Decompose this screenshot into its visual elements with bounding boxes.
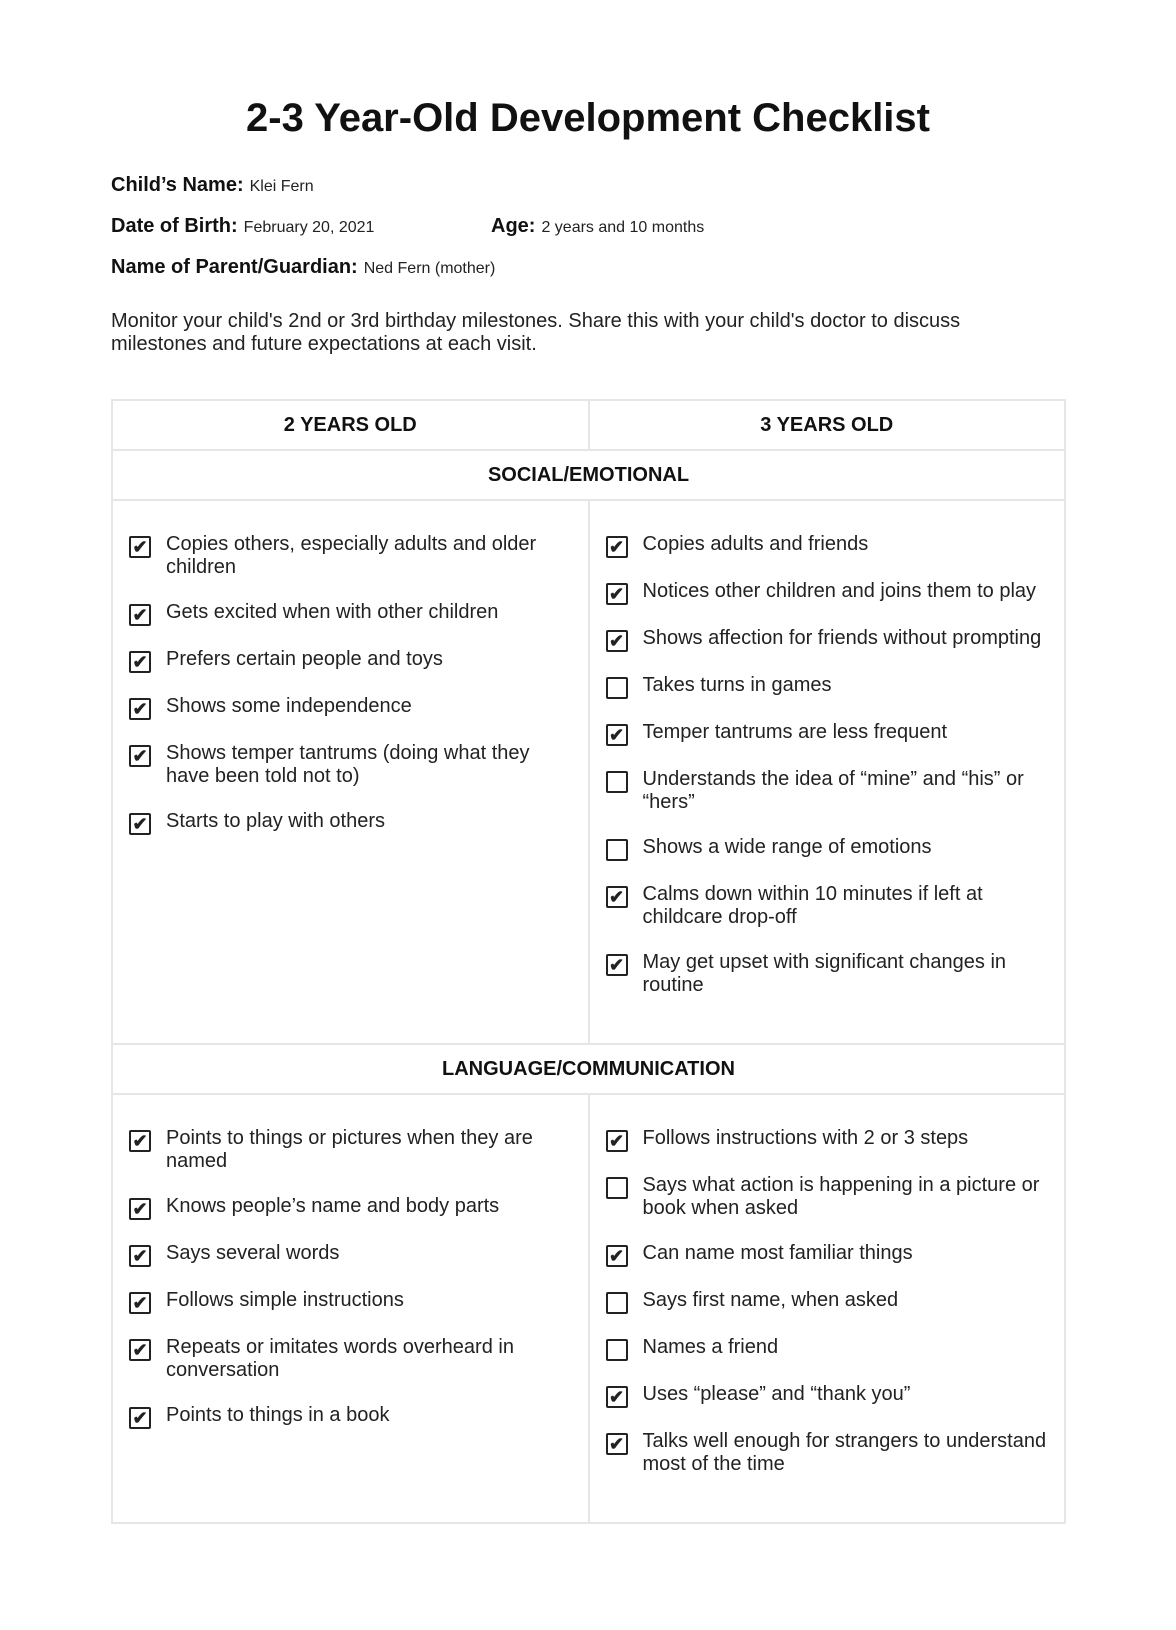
checkmark-icon: ✔ [132, 1340, 148, 1360]
checklist-item [606, 1336, 1053, 1361]
column-left [112, 1094, 589, 1523]
checkmark-icon: ✔ [132, 605, 148, 625]
checked-checkbox[interactable] [129, 536, 151, 558]
checkmark-icon: ✔ [132, 699, 148, 719]
checkmark-icon: ✔ [608, 1387, 625, 1407]
intro-text: Monitor your child's 2nd or 3rd birthday milestones. Share this with your child's doctor to discuss milestones and future expectations at each visit. [111, 310, 961, 355]
item-label: Points to things in a book [166, 1404, 390, 1426]
checked-checkbox[interactable] [606, 1130, 628, 1152]
unchecked-checkbox[interactable] [606, 1292, 628, 1314]
checklist-item [606, 627, 1053, 652]
child-name-value: Klei Fern [249, 178, 314, 195]
checked-checkbox[interactable] [129, 651, 151, 673]
checkmark-icon: ✔ [132, 1246, 148, 1266]
checked-checkbox[interactable] [129, 1292, 151, 1314]
item-label: Talks well enough for strangers to understand most of the time [642, 1430, 1047, 1475]
item-label: Shows a wide range of emotions [642, 836, 932, 858]
checkmark-icon: ✔ [132, 746, 148, 766]
item-label: May get upset with significant changes in routine [642, 951, 1007, 996]
checklist-item [129, 1127, 576, 1173]
checklist-item [129, 1289, 576, 1314]
checked-checkbox[interactable] [606, 1433, 628, 1455]
checkmark-icon: ✔ [608, 1246, 625, 1266]
item-label: Shows affection for friends without prompting [642, 627, 1042, 649]
checklist-table [111, 399, 1066, 1524]
unchecked-checkbox[interactable] [606, 839, 628, 861]
item-label: Copies adults and friends [642, 533, 869, 555]
checklist-item [129, 1242, 576, 1267]
item-label: Says first name, when asked [642, 1289, 899, 1311]
checked-checkbox[interactable] [606, 583, 628, 605]
item-label: Follows instructions with 2 or 3 steps [642, 1127, 969, 1149]
checkmark-icon: ✔ [608, 631, 625, 651]
checklist-item [606, 768, 1053, 814]
unchecked-checkbox[interactable] [606, 1177, 628, 1199]
checkmark-icon: ✔ [132, 1408, 148, 1428]
checklist-item [606, 1242, 1053, 1267]
checkmark-icon: ✔ [132, 814, 148, 834]
checked-checkbox[interactable] [129, 604, 151, 626]
item-label: Prefers certain people and toys [166, 648, 443, 670]
section-header: SOCIAL/EMOTIONAL [112, 450, 1065, 500]
checkmark-icon: ✔ [608, 537, 625, 557]
checkmark-icon: ✔ [608, 955, 625, 975]
checkmark-icon: ✔ [132, 1199, 148, 1219]
column-header-2-years: 2 YEARS OLD [112, 400, 589, 450]
checklist-item [129, 601, 576, 626]
item-label: Copies others, especially adults and older children [166, 533, 537, 578]
checklist-item [606, 836, 1053, 861]
item-label: Calms down within 10 minutes if left at childcare drop-off [642, 883, 983, 928]
item-label: Starts to play with others [166, 810, 385, 832]
checklist-item [606, 533, 1053, 558]
checklist-item [129, 648, 576, 673]
checklist-item [606, 674, 1053, 699]
checkmark-icon: ✔ [132, 652, 148, 672]
checklist-item [129, 1336, 576, 1382]
checked-checkbox[interactable] [129, 745, 151, 767]
checklist-item [606, 1174, 1053, 1220]
checked-checkbox[interactable] [606, 1245, 628, 1267]
item-label: Knows people’s name and body parts [166, 1195, 500, 1217]
child-name-field [111, 174, 314, 197]
dob-value: February 20, 2021 [243, 219, 375, 236]
checkmark-icon: ✔ [608, 1434, 625, 1454]
checklist-item [129, 695, 576, 720]
checkmark-icon: ✔ [608, 584, 625, 604]
column-header-3-years: 3 YEARS OLD [589, 400, 1066, 450]
checklist-item [606, 580, 1053, 605]
checked-checkbox[interactable] [606, 724, 628, 746]
checked-checkbox[interactable] [606, 1386, 628, 1408]
parent-label: Name of Parent/Guardian: [111, 256, 358, 278]
item-label: Uses “please” and “thank you” [642, 1383, 911, 1405]
item-label: Names a friend [642, 1336, 779, 1358]
item-label: Understands the idea of “mine” and “his” or “hers” [642, 768, 1024, 813]
checked-checkbox[interactable] [606, 536, 628, 558]
item-label: Says several words [166, 1242, 340, 1264]
age-field [491, 215, 704, 238]
checklist-item [606, 1289, 1053, 1314]
checked-checkbox[interactable] [606, 886, 628, 908]
checked-checkbox[interactable] [129, 1407, 151, 1429]
checklist-item [129, 1404, 576, 1429]
checkmark-icon: ✔ [132, 1293, 148, 1313]
parent-value: Ned Fern (mother) [363, 260, 496, 277]
checkmark-icon: ✔ [608, 1131, 625, 1151]
age-label: Age: [491, 215, 536, 237]
item-label: Repeats or imitates words overheard in conversation [166, 1336, 514, 1381]
checked-checkbox[interactable] [129, 1130, 151, 1152]
item-label: Shows some independence [166, 695, 412, 717]
checklist-item [606, 883, 1053, 929]
checked-checkbox[interactable] [606, 630, 628, 652]
checklist-item [606, 1383, 1053, 1408]
age-value: 2 years and 10 months [541, 219, 705, 236]
column-left [112, 500, 589, 1044]
unchecked-checkbox[interactable] [606, 771, 628, 793]
item-label: Temper tantrums are less frequent [642, 721, 948, 743]
checklist-item [129, 1195, 576, 1220]
dob-field [111, 215, 374, 238]
checkmark-icon: ✔ [132, 537, 148, 557]
child-name-label: Child’s Name: [111, 174, 244, 196]
checkmark-icon: ✔ [608, 887, 625, 907]
checked-checkbox[interactable] [606, 954, 628, 976]
item-label: Follows simple instructions [166, 1289, 404, 1311]
item-label: Takes turns in games [642, 674, 832, 696]
checked-checkbox[interactable] [129, 1198, 151, 1220]
parent-field [111, 256, 495, 279]
checked-checkbox[interactable] [129, 813, 151, 835]
checklist-item [606, 951, 1053, 997]
checklist-item [129, 810, 576, 835]
item-label: Can name most familiar things [642, 1242, 913, 1264]
column-right [589, 500, 1066, 1044]
item-label: Says what action is happening in a picture or book when asked [642, 1174, 1040, 1219]
section-header: LANGUAGE/COMMUNICATION [112, 1044, 1065, 1094]
item-label: Points to things or pictures when they are named [166, 1127, 533, 1172]
checked-checkbox[interactable] [129, 1245, 151, 1267]
item-label: Notices other children and joins them to play [642, 580, 1037, 602]
column-right [589, 1094, 1066, 1523]
checklist-item [606, 1430, 1053, 1476]
unchecked-checkbox[interactable] [606, 1339, 628, 1361]
checklist-item [606, 721, 1053, 746]
item-label: Gets excited when with other children [166, 601, 499, 623]
checklist-item [129, 742, 576, 788]
dob-label: Date of Birth: [111, 215, 238, 237]
unchecked-checkbox[interactable] [606, 677, 628, 699]
checklist-item [606, 1127, 1053, 1152]
checkmark-icon: ✔ [132, 1131, 148, 1151]
checklist-item [129, 533, 576, 579]
item-label: Shows temper tantrums (doing what they have been told not to) [166, 742, 530, 787]
checked-checkbox[interactable] [129, 1339, 151, 1361]
checkmark-icon: ✔ [608, 725, 625, 745]
checked-checkbox[interactable] [129, 698, 151, 720]
page-title: 2-3 Year-Old Development Checklist [246, 96, 930, 140]
